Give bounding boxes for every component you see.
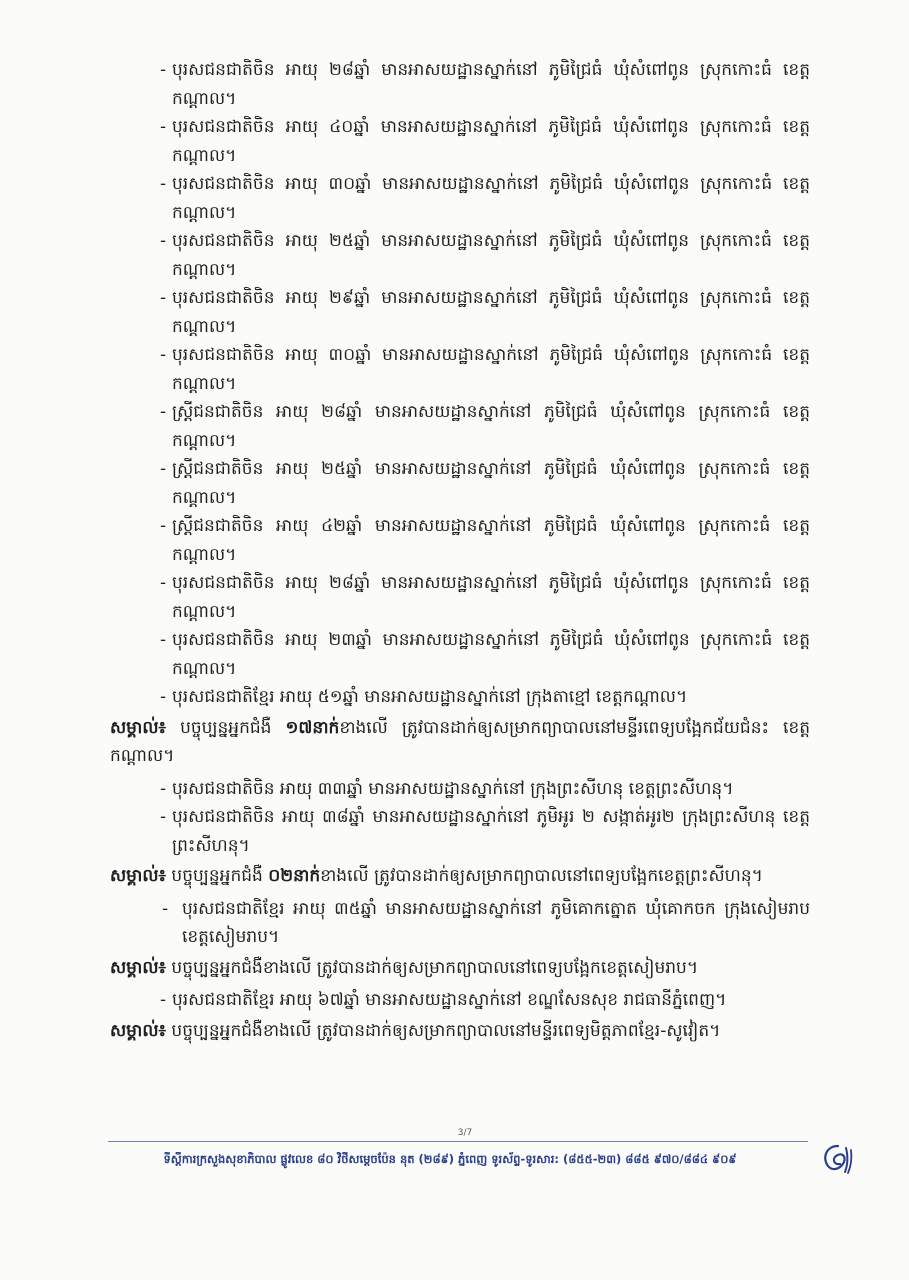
footer-divider [108,1141,808,1142]
signature-icon [818,1138,858,1178]
list-item: - បុរសជនជាតិខ្មែរ អាយុ ៣៥ឆ្នាំ មានអាសយដ្ឋានស្នាក់នៅ ភូមិគោកត្នោត ឃុំគោកចក ក្រុងសៀមរាប ខេត្តសៀមរាប។ [162,898,810,947]
note-label: សម្គាល់៖ [110,866,167,886]
note-sihanouk: សម្គាល់៖ បច្ចុប្បន្នអ្នកជំងឺ ០២នាក់ខាងលើ ត្រូវបានដាក់ឲ្យសម្រាកព្យាបាលនៅពេទ្យបង្អែកខេត្តព្រះសីហនុ។ [110,866,763,886]
note-label: សម្គាល់៖ [110,957,167,978]
list-item: - បុរសជនជាតិខ្មែរ អាយុ ៦៧ឆ្នាំ មានអាសយដ្ឋានស្នាក់នៅ ខណ្ឌសែនសុខ រាជធានីភ្នំពេញ។ [160,990,727,1010]
note-phnompenh: សម្គាល់៖ បច្ចុប្បន្នអ្នកជំងឺខាងលើ ត្រូវបានដាក់ឲ្យសម្រាកព្យាបាលនៅមន្ទីរពេទ្យមិត្តភាពខ្មែរ-សូវៀត។ [110,1020,721,1041]
note-kandal: សម្គាល់៖ បច្ចុប្បន្នអ្នកជំងឺ ១៧នាក់ខាងលើ ត្រូវបានដាក់ឲ្យសម្រាកព្យាបាលនៅមន្ទីរពេទ្យបង្អែកជ័យជំនះ ខេត្ត កណ្ដាល។ [110,717,810,766]
note-label: សម្គាល់៖ [110,1020,167,1041]
list-item: - ស្ត្រីជនជាតិចិន អាយុ ៤២ឆ្នាំ មានអាសយដ្ឋានស្នាក់នៅ ភូមិជ្រៃធំ ឃុំសំពៅពូន ស្រុកកោះធំ ខេត្តកណ្ដាល។ [160,516,810,565]
patient-list-kandal [110,56,810,712]
list-item: - បុរសជនជាតិចិន អាយុ ៣៨ឆ្នាំ មានអាសយដ្ឋានស្នាក់នៅ ភូមិអូរ ២ សង្កាត់អូរ២ ក្រុងព្រះសីហនុ ខេត្តព្រះសីហនុ។ [160,807,810,856]
list-item: - បុរសជនជាតិចិន អាយុ ២៣ឆ្នាំ មានអាសយដ្ឋានស្នាក់នៅ ភូមិជ្រៃធំ ឃុំសំពៅពូន ស្រុកកោះធំ ខេត្តកណ្ដាល។ [160,630,810,679]
list-item: - បុរសជនជាតិចិន អាយុ ២៨ឆ្នាំ មានអាសយដ្ឋានស្នាក់នៅ ភូមិជ្រៃធំ ឃុំសំពៅពូន ស្រុកកោះធំ ខេត្តកណ្ដាល។ [160,573,810,622]
page-number: 3/7 [457,1128,473,1138]
list-item: - បុរសជនជាតិចិន អាយុ ៣០ឆ្នាំ មានអាសយដ្ឋានស្នាក់នៅ ភូមិជ្រៃធំ ឃុំសំពៅពូន ស្រុកកោះធំ ខេត្តកណ្ដាល។ [160,345,810,394]
patient-list-siemreap [110,895,810,952]
list-item: - បុរសជនជាតិចិន អាយុ ៤០ឆ្នាំ មានអាសយដ្ឋានស្នាក់នៅ ភូមិជ្រៃធំ ឃុំសំពៅពូន ស្រុកកោះធំ ខេត្តកណ្ដាល។ [160,117,810,166]
patient-list-sihanouk [110,775,810,861]
note-siemreap: សម្គាល់៖ បច្ចុប្បន្នអ្នកជំងឺខាងលើ ត្រូវបានដាក់ឲ្យសម្រាកព្យាបាលនៅពេទ្យបង្អែកខេត្តសៀមរាប។ [110,957,699,978]
list-item: - បុរសជនជាតិចិន អាយុ ៣៣ឆ្នាំ មានអាសយដ្ឋានស្នាក់នៅ ក្រុងព្រះសីហនុ ខេត្តព្រះសីហនុ។ [160,778,734,799]
list-item: - បុរសជនជាតិខ្មែរ អាយុ ៥១ឆ្នាំ មានអាសយដ្ឋានស្នាក់នៅ ក្រុងតាខ្មៅ ខេត្តកណ្ដាល។ [160,687,688,707]
footer-address: ទីស្តីការក្រសួងសុខាភិបាល ផ្លូវលេខ ៨០ វិថីសម្តេចប៉ែន នុត (២៨៩) ភ្នំពេញ ទូរស័ព្ទ-ទូរសារ: (៨៥៥-២៣) ៨៨៥ ៩៧០/៨៨៤ ៩០៩ [163,1152,737,1166]
patient-count: ១៧នាក់ [285,717,340,738]
list-item: - បុរសជនជាតិចិន អាយុ ៣០ឆ្នាំ មានអាសយដ្ឋានស្នាក់នៅ ភូមិជ្រៃធំ ឃុំសំពៅពូន ស្រុកកោះធំ ខេត្តកណ្ដាល។ [160,174,810,223]
document-body [110,56,810,1049]
list-item: - បុរសជនជាតិចិន អាយុ ២៨ឆ្នាំ មានអាសយដ្ឋានស្នាក់នៅ ភូមិជ្រៃធំ ឃុំសំពៅពូន ស្រុកកោះធំ ខេត្តកណ្ដាល។ [160,60,810,109]
list-item: - បុរសជនជាតិចិន អាយុ ២៩ឆ្នាំ មានអាសយដ្ឋានស្នាក់នៅ ភូមិជ្រៃធំ ឃុំសំពៅពូន ស្រុកកោះធំ ខេត្តកណ្ដាល។ [160,288,810,337]
patient-list-phnompenh [110,986,810,1015]
list-item: - ស្ត្រីជនជាតិចិន អាយុ ២៥ឆ្នាំ មានអាសយដ្ឋានស្នាក់នៅ ភូមិជ្រៃធំ ឃុំសំពៅពូន ស្រុកកោះធំ ខេត្តកណ្ដាល។ [160,459,810,508]
patient-count: ០២នាក់ [268,866,321,886]
note-label: សម្គាល់៖ [110,717,167,738]
list-item: - ស្ត្រីជនជាតិចិន អាយុ ២៨ឆ្នាំ មានអាសយដ្ឋានស្នាក់នៅ ភូមិជ្រៃធំ ឃុំសំពៅពូន ស្រុកកោះធំ ខេត្តកណ្ដាល។ [160,402,810,451]
list-item: - បុរសជនជាតិចិន អាយុ ២៥ឆ្នាំ មានអាសយដ្ឋានស្នាក់នៅ ភូមិជ្រៃធំ ឃុំសំពៅពូន ស្រុកកោះធំ ខេត្តកណ្ដាល។ [160,231,810,280]
